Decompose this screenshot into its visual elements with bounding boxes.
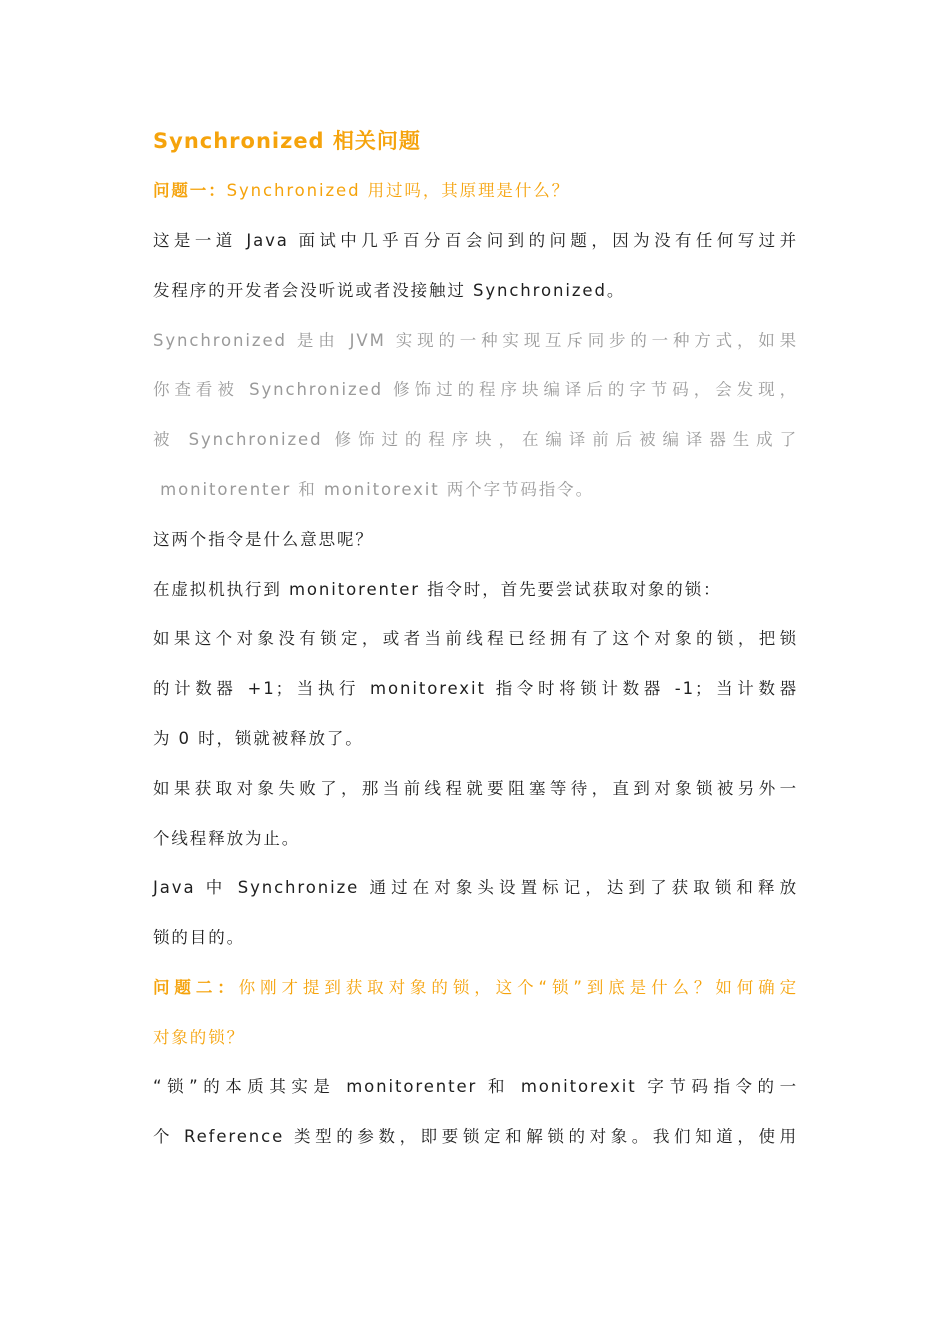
section-title: Synchronized 相关问题 <box>153 129 421 153</box>
paragraph-line: 为 0 时，锁就被释放了。 <box>153 729 364 748</box>
paragraph-line: monitorenter 和 monitorexit 两个字节码指令。 <box>153 480 594 499</box>
paragraph-line: 如果获取对象失败了，那当前线程就要阻塞等待，直到对象锁被另外一 <box>153 779 798 798</box>
paragraph-line: 被 Synchronized 修饰过的程序块，在编译前后被编译器生成了 <box>153 430 798 449</box>
paragraph-line: 锁的目的。 <box>153 928 245 947</box>
question-one <box>153 179 798 203</box>
question-two-continued: 对象的锁？ <box>153 1028 245 1047</box>
paragraph-line: 这是一道 Java 面试中几乎百分百会问到的问题，因为没有任何写过并 <box>153 231 798 250</box>
paragraph-line: “锁”的本质其实是 monitorenter 和 monitorexit 字节码指令的一 <box>153 1077 798 1096</box>
question-two-text: 你刚才提到获取对象的锁，这个“锁”到底是什么？如何确定 <box>238 978 798 997</box>
question-two-label: 问题二： <box>153 978 239 997</box>
paragraph-line: 个 Reference 类型的参数，即要锁定和解锁的对象。我们知道，使用 <box>153 1127 798 1146</box>
paragraph-line: 个线程释放为止。 <box>153 829 301 848</box>
paragraph-line: 的计数器 +1；当执行 monitorexit 指令时将锁计数器 -1；当计数器 <box>153 679 798 698</box>
paragraph-line: Java 中 Synchronize 通过在对象头设置标记，达到了获取锁和释放 <box>153 878 798 897</box>
question-one-text: Synchronized 用过吗，其原理是什么？ <box>226 181 571 200</box>
paragraph-line: 你查看被 Synchronized 修饰过的程序块编译后的字节码，会发现， <box>153 380 798 399</box>
paragraph-line: 在虚拟机执行到 monitorenter 指令时，首先要尝试获取对象的锁： <box>153 580 722 599</box>
question-two <box>153 976 798 1000</box>
paragraph-line: 如果这个对象没有锁定，或者当前线程已经拥有了这个对象的锁，把锁 <box>153 629 798 648</box>
paragraph-line: Synchronized 是由 JVM 实现的一种实现互斥同步的一种方式，如果 <box>153 331 798 350</box>
paragraph-line: 发程序的开发者会没听说或者没接触过 Synchronized。 <box>153 281 626 300</box>
question-one-label: 问题一： <box>153 181 227 200</box>
paragraph-line: 这两个指令是什么意思呢？ <box>153 530 374 549</box>
